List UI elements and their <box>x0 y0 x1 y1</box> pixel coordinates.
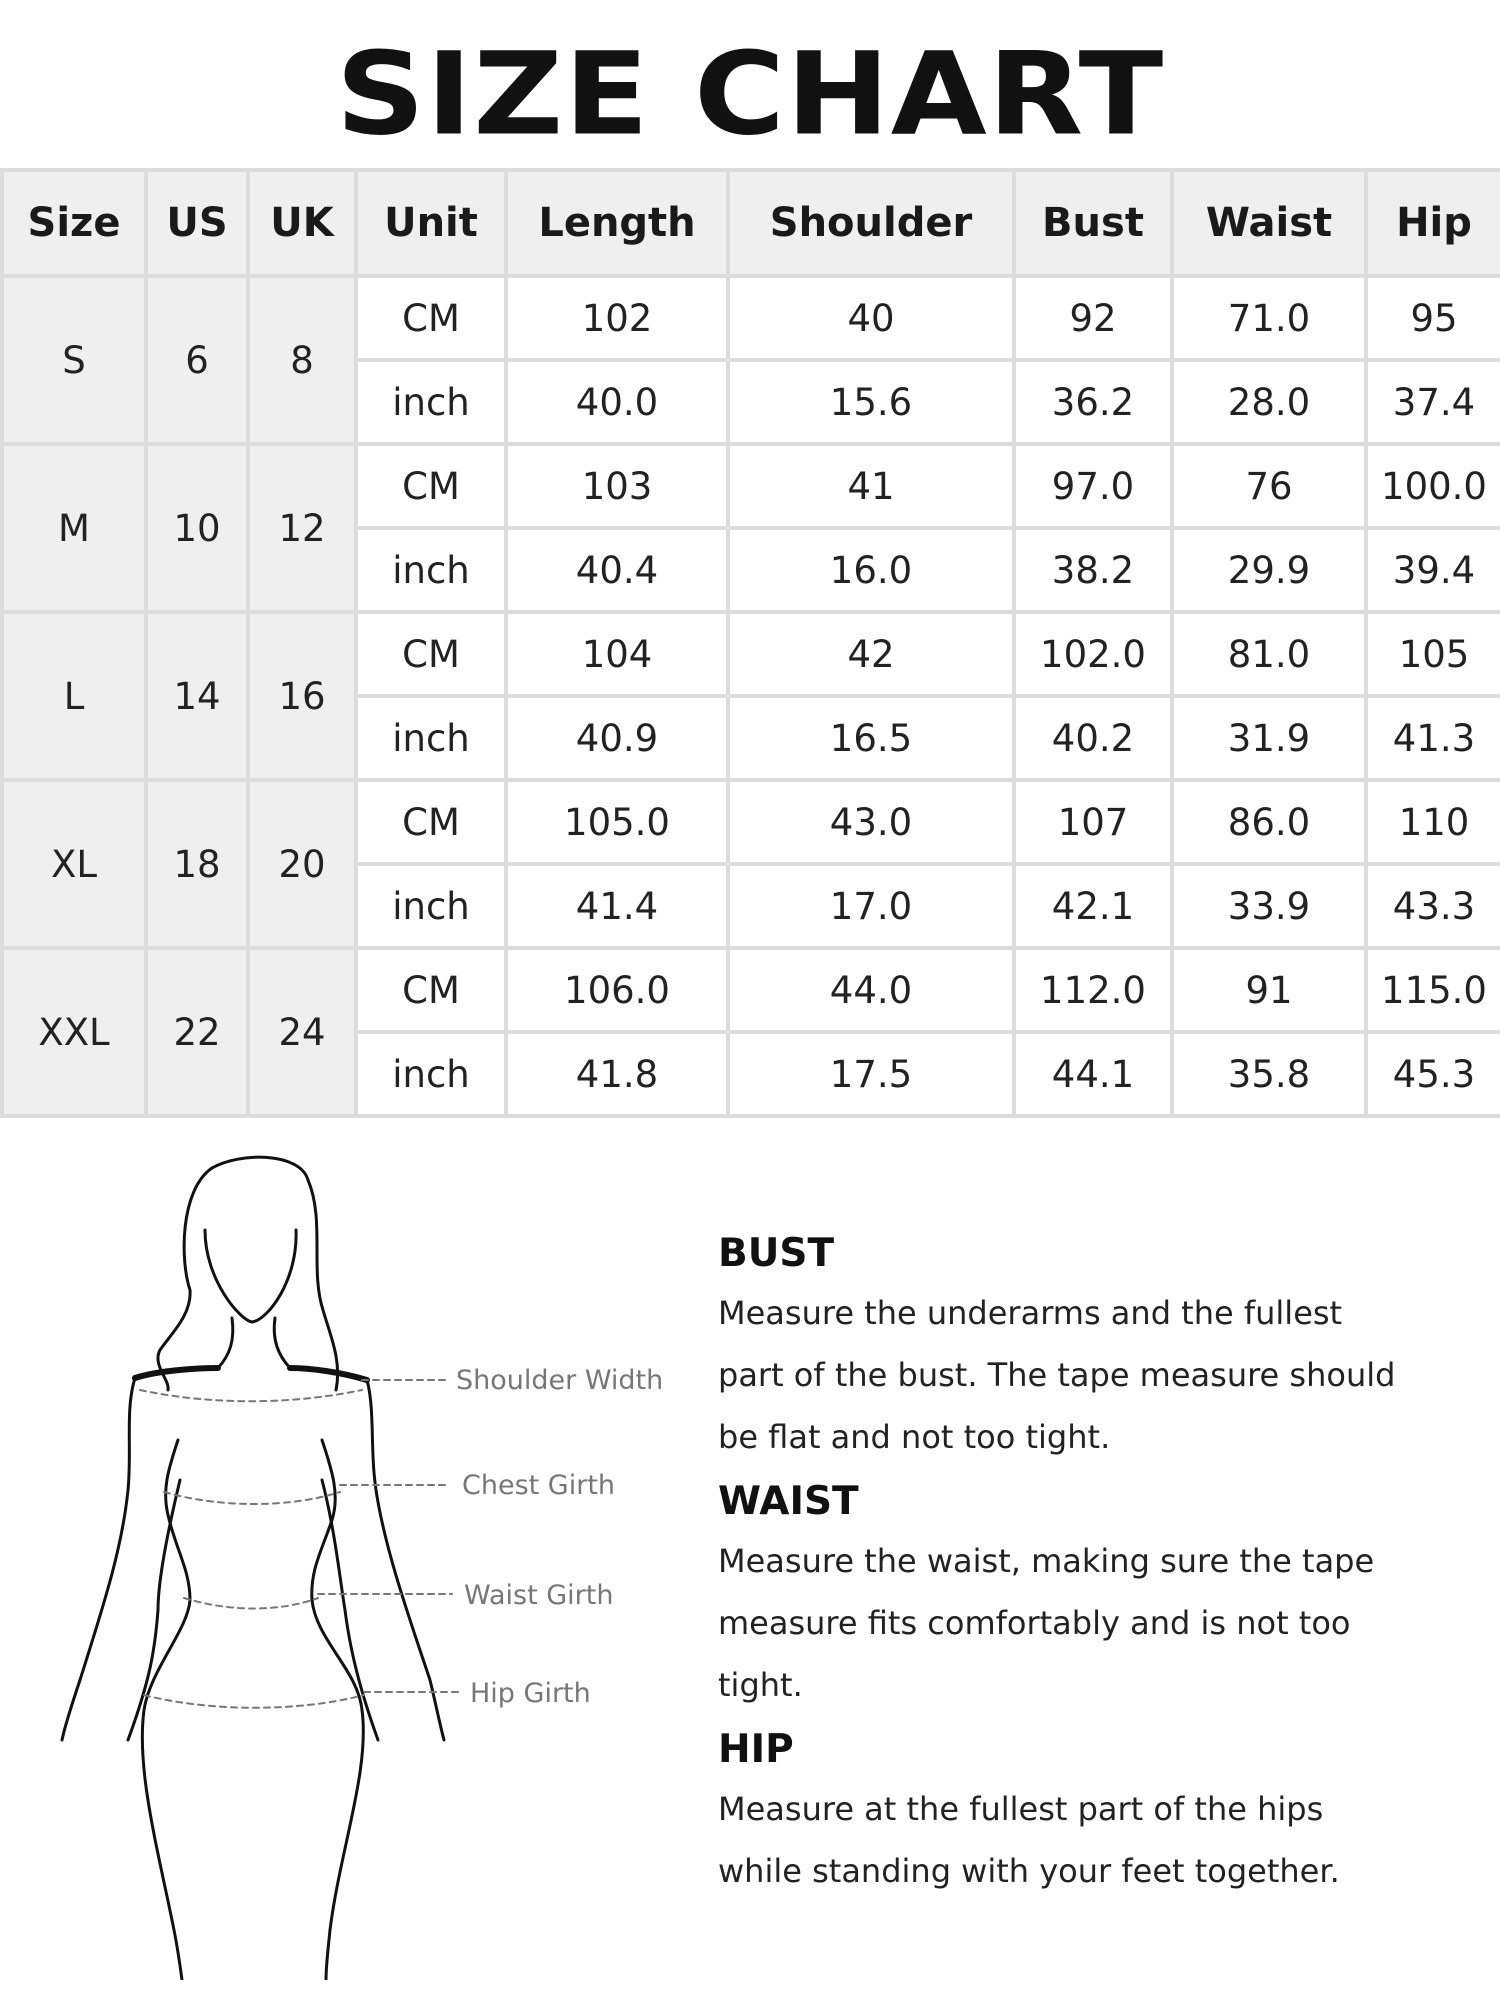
table-row <box>2 780 1500 864</box>
table-row <box>2 612 1500 696</box>
page-title: SIZE CHART <box>335 28 1165 162</box>
unit-cell: inch <box>356 696 506 780</box>
unit-cell: inch <box>356 360 506 444</box>
measurement-cell: 43.0 <box>728 780 1014 864</box>
chest-measure-line <box>164 1492 340 1504</box>
body-measurement-diagram <box>40 1150 680 1980</box>
uk-cell: 8 <box>248 276 356 444</box>
measurement-cell: 81.0 <box>1172 612 1366 696</box>
measurement-cell: 92 <box>1014 276 1172 360</box>
column-header-size: Size <box>2 170 146 276</box>
measurement-cell: 106.0 <box>506 948 728 1032</box>
measurement-cell: 17.0 <box>728 864 1014 948</box>
column-header-unit: Unit <box>356 170 506 276</box>
us-cell: 18 <box>146 780 248 948</box>
measurement-cell: 33.9 <box>1172 864 1366 948</box>
measurement-cell: 16.5 <box>728 696 1014 780</box>
measurement-cell: 104 <box>506 612 728 696</box>
measurement-cell: 31.9 <box>1172 696 1366 780</box>
note-heading-hip: HIP <box>718 1727 794 1772</box>
measurement-cell: 28.0 <box>1172 360 1366 444</box>
hip-girth-label: Hip Girth <box>470 1678 591 1709</box>
measurement-cell: 103 <box>506 444 728 528</box>
measurement-cell: 112.0 <box>1014 948 1172 1032</box>
column-header-bust: Bust <box>1014 170 1172 276</box>
measurement-cell: 41 <box>728 444 1014 528</box>
unit-cell: inch <box>356 1032 506 1116</box>
uk-cell: 12 <box>248 444 356 612</box>
size-cell: XL <box>2 780 146 948</box>
measurement-cell: 36.2 <box>1014 360 1172 444</box>
chest-girth-label: Chest Girth <box>462 1470 616 1501</box>
measurement-cell: 40.0 <box>506 360 728 444</box>
note-line: Measure the underarms and the fullest <box>718 1294 1343 1332</box>
measurement-cell: 110 <box>1366 780 1500 864</box>
column-header-shoulder: Shoulder <box>728 170 1014 276</box>
waist-measure-line <box>184 1598 318 1609</box>
column-header-length: Length <box>506 170 728 276</box>
measurement-cell: 100.0 <box>1366 444 1500 528</box>
face-outline <box>205 1230 296 1322</box>
measurement-cell: 35.8 <box>1172 1032 1366 1116</box>
measurement-cell: 40.4 <box>506 528 728 612</box>
unit-cell: inch <box>356 528 506 612</box>
measurement-cell: 91 <box>1172 948 1366 1032</box>
measurement-cell: 86.0 <box>1172 780 1366 864</box>
note-line: be flat and not too tight. <box>718 1418 1111 1456</box>
measurement-cell: 45.3 <box>1366 1032 1500 1116</box>
measurement-cell: 44.1 <box>1014 1032 1172 1116</box>
size-cell: M <box>2 444 146 612</box>
unit-cell: CM <box>356 780 506 864</box>
measurement-cell: 42 <box>728 612 1014 696</box>
measurement-cell: 43.3 <box>1366 864 1500 948</box>
us-cell: 14 <box>146 612 248 780</box>
waist-girth-label: Waist Girth <box>464 1580 614 1611</box>
us-cell: 6 <box>146 276 248 444</box>
note-line: measure fits comfortably and is not too <box>718 1604 1351 1642</box>
measurement-cell: 42.1 <box>1014 864 1172 948</box>
column-header-us: US <box>146 170 248 276</box>
measurement-cell: 16.0 <box>728 528 1014 612</box>
unit-cell: CM <box>356 444 506 528</box>
column-header-waist: Waist <box>1172 170 1366 276</box>
uk-cell: 16 <box>248 612 356 780</box>
measurement-cell: 38.2 <box>1014 528 1172 612</box>
measurement-cell: 95 <box>1366 276 1500 360</box>
unit-cell: CM <box>356 612 506 696</box>
note-line: part of the bust. The tape measure should <box>718 1356 1396 1394</box>
table-row <box>2 276 1500 360</box>
measurement-cell: 102 <box>506 276 728 360</box>
note-heading-bust: BUST <box>718 1231 835 1276</box>
table-row <box>2 948 1500 1032</box>
measurement-cell: 107 <box>1014 780 1172 864</box>
note-line: Measure at the fullest part of the hips <box>718 1790 1324 1828</box>
measurement-cell: 71.0 <box>1172 276 1366 360</box>
measurement-cell: 115.0 <box>1366 948 1500 1032</box>
note-line: tight. <box>718 1666 803 1704</box>
measurement-cell: 40.9 <box>506 696 728 780</box>
measurement-cell: 37.4 <box>1366 360 1500 444</box>
note-body-waist <box>718 1530 1478 1716</box>
measurement-cell: 17.5 <box>728 1032 1014 1116</box>
measurement-notes <box>718 1226 1478 1908</box>
us-cell: 22 <box>146 948 248 1116</box>
measurement-cell: 97.0 <box>1014 444 1172 528</box>
note-body-hip <box>718 1778 1478 1902</box>
note-line: while standing with your feet together. <box>718 1852 1340 1890</box>
measurement-cell: 39.4 <box>1366 528 1500 612</box>
note-body-bust <box>718 1282 1478 1468</box>
measurement-cell: 41.4 <box>506 864 728 948</box>
measurement-cell: 41.8 <box>506 1032 728 1116</box>
measurement-cell: 40.2 <box>1014 696 1172 780</box>
measurement-cell: 29.9 <box>1172 528 1366 612</box>
shoulder-width-label: Shoulder Width <box>456 1365 664 1396</box>
measurement-cell: 15.6 <box>728 360 1014 444</box>
measurement-cell: 44.0 <box>728 948 1014 1032</box>
note-line: Measure the waist, making sure the tape <box>718 1542 1375 1580</box>
note-heading-waist: WAIST <box>718 1479 859 1524</box>
size-table <box>0 168 1500 1118</box>
hip-measure-line <box>144 1695 364 1708</box>
hair-outline <box>158 1168 212 1390</box>
size-cell: L <box>2 612 146 780</box>
measurement-cell: 105.0 <box>506 780 728 864</box>
shoulder-measure-line <box>140 1390 362 1401</box>
shoulder-line <box>135 1368 367 1380</box>
unit-cell: CM <box>356 276 506 360</box>
unit-cell: CM <box>356 948 506 1032</box>
measurement-cell: 102.0 <box>1014 612 1172 696</box>
size-cell: S <box>2 276 146 444</box>
body-silhouette-illustration <box>40 1150 680 1980</box>
uk-cell: 20 <box>248 780 356 948</box>
measurement-cell: 40 <box>728 276 1014 360</box>
table-row <box>2 444 1500 528</box>
measurement-cell: 76 <box>1172 444 1366 528</box>
measurement-cell: 41.3 <box>1366 696 1500 780</box>
us-cell: 10 <box>146 444 248 612</box>
column-header-hip: Hip <box>1366 170 1500 276</box>
unit-cell: inch <box>356 864 506 948</box>
uk-cell: 24 <box>248 948 356 1116</box>
table-header-row <box>2 170 1500 276</box>
size-cell: XXL <box>2 948 146 1116</box>
measurement-cell: 105 <box>1366 612 1500 696</box>
column-header-uk: UK <box>248 170 356 276</box>
